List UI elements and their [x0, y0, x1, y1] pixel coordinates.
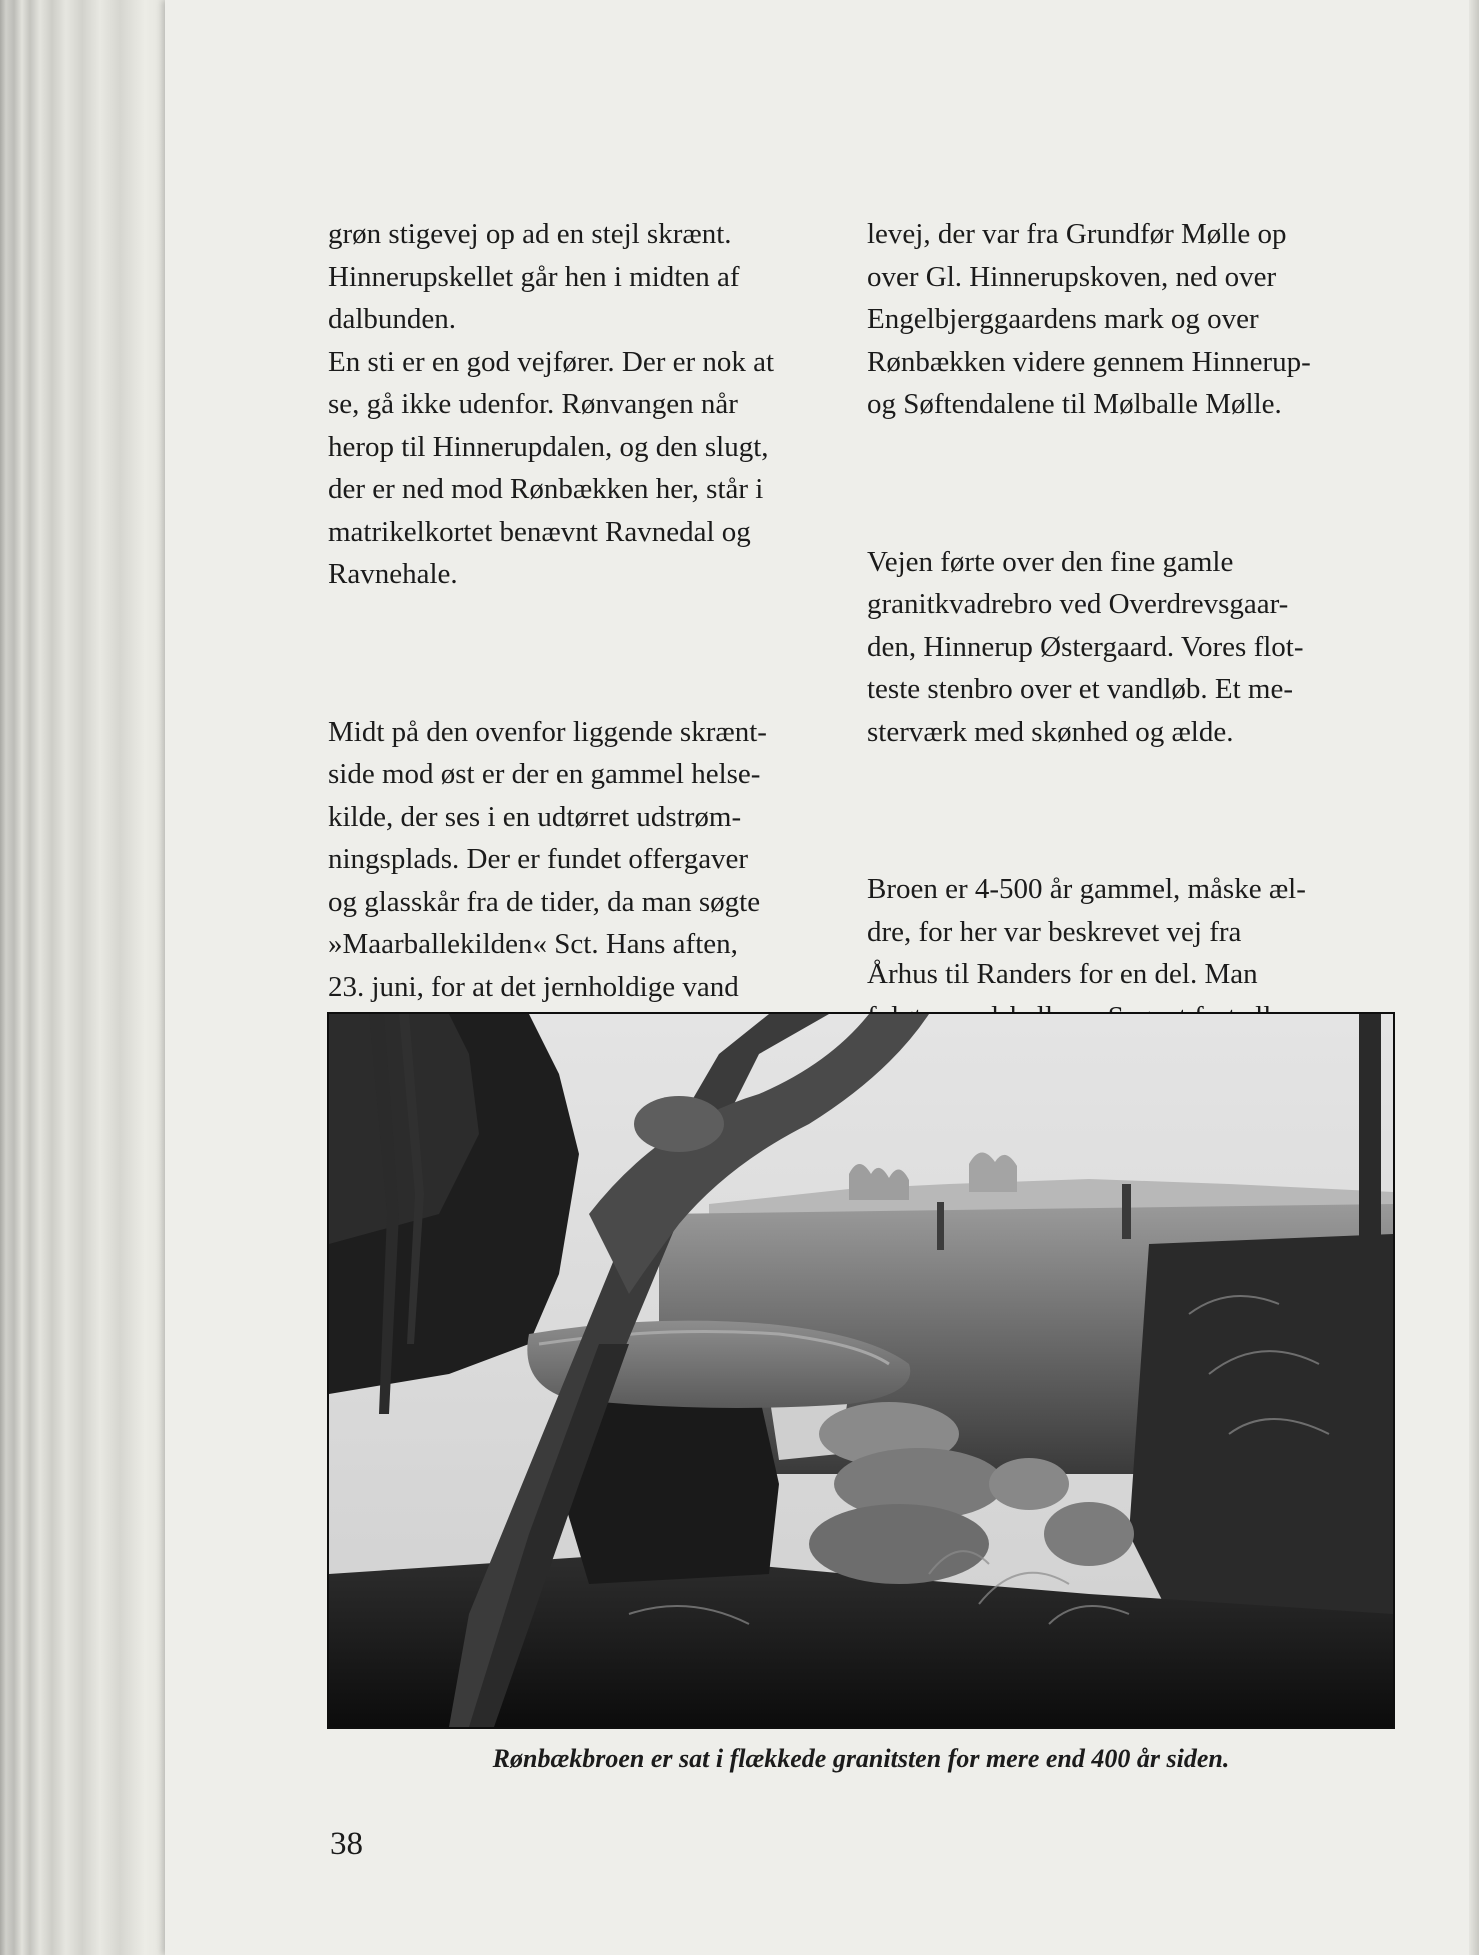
page-stack-edges [0, 0, 175, 1955]
photo-caption: Rønbækbroen er sat i flækkede granitsten for mere end 400 år siden. [492, 1744, 1230, 1773]
left-paragraph-1: grøn stigevej op ad en stejl skrænt. Hinnerupskellet går hen i midten af dalbunden. En sti er en god vejfører. Der er nok at se, gå ikke udenfor. Rønvangen når herop til Hinnerupdalen, og den slugt, der er ned mod Rønbækken her, står i matrikelkortet benævnt Ravnedal og Ravnehale. [328, 218, 775, 590]
page-number: 38 [330, 1826, 363, 1862]
bridge-photo-illustration [329, 1014, 1393, 1727]
bridge-photo [327, 1012, 1395, 1729]
right-paragraph-2: Vejen førte over den fine gamle granitkvadrebro ved Overdrevsgaar- den, Hinnerup Østergaard. Vores flot- teste stenbro over et vandløb. Et me- sterværk med skønhed og ælde. [867, 545, 1304, 748]
page-right-edge [1469, 0, 1479, 1955]
right-paragraph-3: Broen er 4-500 år gammel, måske æl- dre, for her var beskrevet vej fra Århus til Randers for en del. Man [867, 873, 1306, 990]
right-paragraph-1: levej, der var fra Grundfør Mølle op over Gl. Hinnerupskoven, ned over Engelbjerggaardens mark og over Rønbækken videre gennem Hinnerup- og Søftendalene til Mølballe Mølle. [867, 218, 1311, 420]
left-paragraph-2: Midt på den ovenfor liggende skrænt- side mod øst er der en gammel helse- kilde, der ses i en udtørret udstrøm- ningsplads. Der er fundet offergaver og glasskår fra de tider, da man søgte »Maarballekilden« Sct. Hans aften, 23. juni, for at det jernholdige vand [328, 715, 767, 1003]
